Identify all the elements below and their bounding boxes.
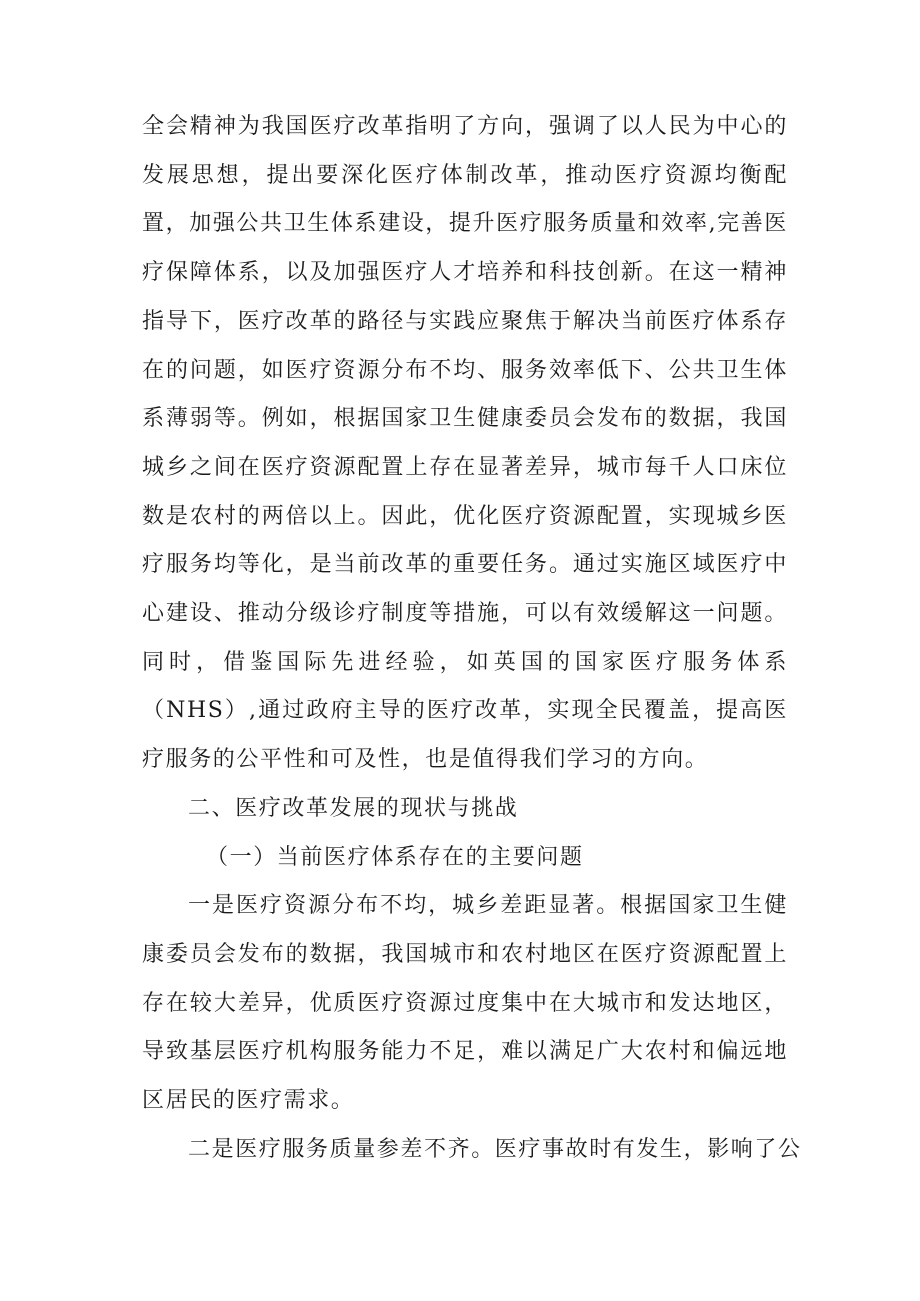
document-body: [142, 103, 802, 1174]
paragraph-resource-distribution: 一是医疗资源分布不均，城乡差距显著。根据国家卫生健康委员会发布的数据，我国城市和农村地区在医疗资源配置上存在较大差异，优质医疗资源过度集中在大城市和发达地区，导致基层医疗机构服务能力不足，难以满足广大农村和偏远地区居民的医疗需求。: [142, 893, 788, 1114]
paragraph-continuation: 全会精神为我国医疗改革指明了方向，强调了以人民为中心的发展思想，提出要深化医疗体制改革，推动医疗资源均衡配置，加强公共卫生体系建设，提升医疗服务质量和效率,完善医疗保障体系，以及加强医疗人才培养和科技创新。在这一精神指导下，医疗改革的路径与实践应聚焦于解决当前医疗体系存在的问题，如医疗资源分布不均、服务效率低下、公共卫生体系薄弱等。例如，根据国家卫生健康委员会发布的数据，我国城乡之间在医疗资源配置上存在显著差异，城市每千人口床位数是农村的两倍以上。因此，优化医疗资源配置，实现城乡医疗服务均等化，是当前改革的重要任务。通过实施区域医疗中心建设、推动分级诊疗制度等措施，可以有效缓解这一问题。同时，借鉴国际先进经验，如英国的国家医疗服务体系（NHS）,通过政府主导的医疗改革，实现全民覆盖，提高医疗服务的公平性和可及性，也是值得我们学习的方向。: [142, 114, 788, 773]
subsection-heading: （一）当前医疗体系存在的主要问题: [206, 844, 584, 870]
section-heading: 二、医疗改革发展的现状与挑战: [188, 795, 519, 821]
paragraph-service-quality: 二是医疗服务质量参差不齐。医疗事故时有发生，影响了公: [188, 1136, 802, 1162]
